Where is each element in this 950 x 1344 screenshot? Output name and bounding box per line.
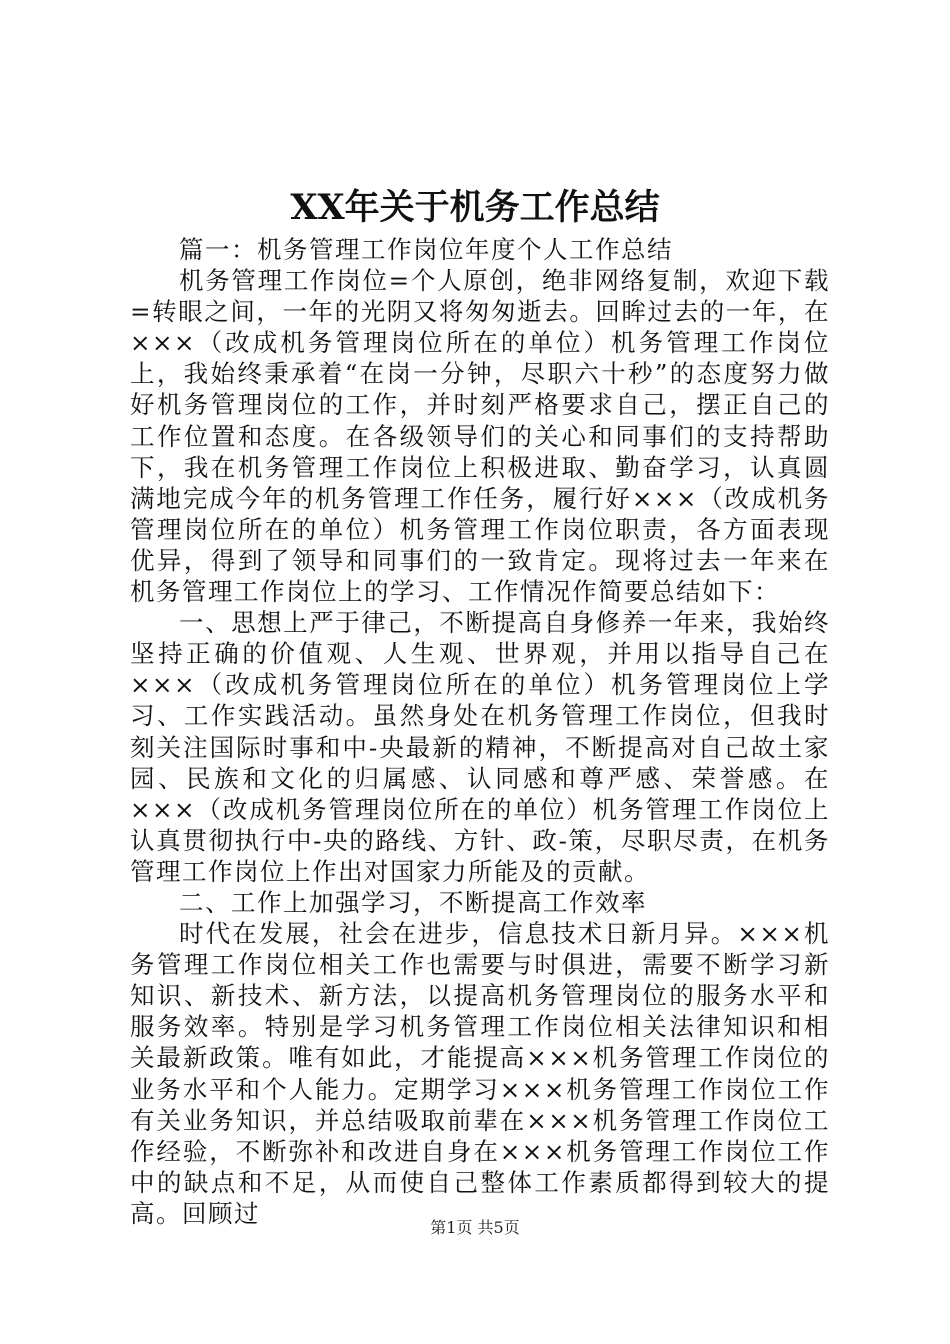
paragraph-intro: 机务管理工作岗位=个人原创，绝非网络复制，欢迎下载=转眼之间，一年的光阴又将匆匆逝去。回眸过去的一年，在×××（改成机务管理岗位所在的单位）机务管理工作岗位上，我始终秉承着“在岗一分钟，尽职六十秒”的态度努力做好机务管理岗位的工作，并时刻严格要求自己，摆正自己的工作位置和态度。在各级领导们的关心和同事们的支持帮助下，我在机务管理工作岗位上积极进取、勤奋学习，认真圆满地完成今年的机务管理工作任务，履行好×××（改成机务管理岗位所在的单位）机务管理工作岗位职责，各方面表现优异，得到了领导和同事们的一致肯定。现将过去一年来在机务管理工作岗位上的学习、工作情况作简要总结如下：: [130, 266, 830, 607]
page-number-footer: 第1页 共5页: [430, 1218, 520, 1237]
paragraph-subheading-work: 二、工作上加强学习，不断提高工作效率: [179, 887, 647, 917]
paragraph-section-heading: 篇一：机务管理工作岗位年度个人工作总结: [179, 235, 673, 264]
document-title: XX年关于机务工作总结: [290, 187, 660, 228]
paragraph-work: 时代在发展，社会在进步，信息技术日新月异。×××机务管理工作岗位相关工作也需要与时俱进，需要不断学习新知识、新技术、新方法，以提高机务管理岗位的服务水平和服务效率。特别是学习机务管理工作岗位相关法律知识和相关最新政策。唯有如此，才能提高×××机务管理工作岗位的业务水平和个人能力。定期学习×××机务管理工作岗位工作有关业务知识，并总结吸取前辈在×××机务管理工作岗位工作经验，不断弥补和改进自身在×××机务管理工作岗位工作中的缺点和不足，从而使自己整体工作素质都得到较大的提高。回顾过: [130, 919, 830, 1228]
paragraph-thought: 一、思想上严于律己，不断提高自身修养一年来，我始终坚持正确的价值观、人生观、世界观，并用以指导自己在×××（改成机务管理岗位所在的单位）机务管理岗位上学习、工作实践活动。虽然身处在机务管理工作岗位，但我时刻关注国际时事和中-央最新的精神，不断提高对自己故土家园、民族和文化的归属感、认同感和尊严感、荣誉感。在×××（改成机务管理岗位所在的单位）机务管理工作岗位上认真贯彻执行中-央的路线、方针、政-策，尽职尽责，在机务管理工作岗位上作出对国家力所能及的贡献。: [130, 608, 830, 886]
document-body: [130, 234, 830, 1229]
